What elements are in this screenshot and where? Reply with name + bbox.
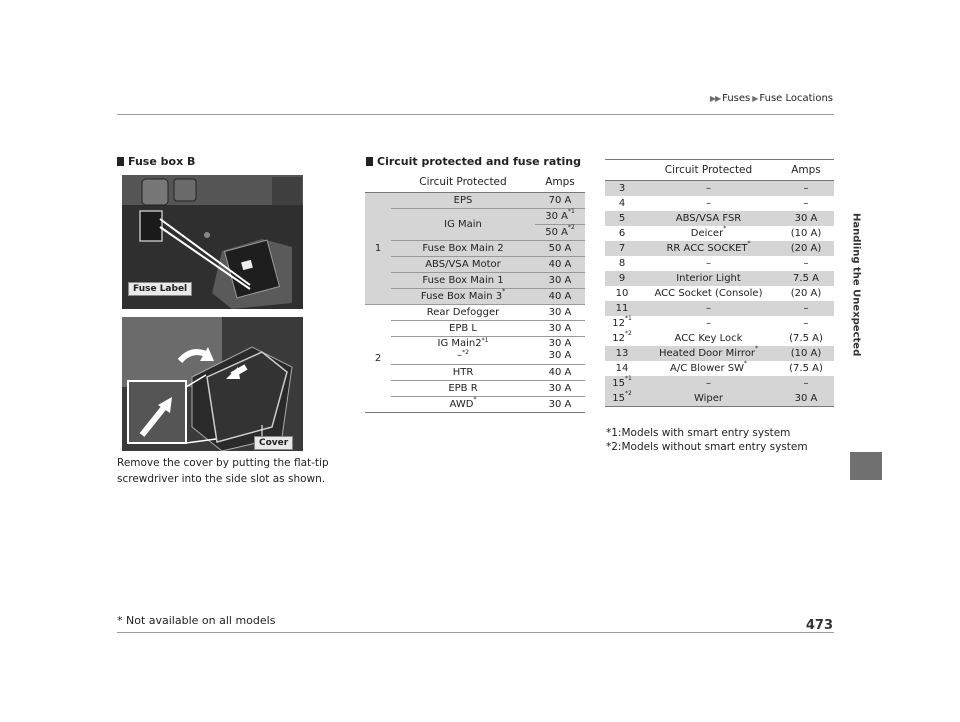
header-blank — [365, 172, 391, 193]
circuit-section-title: Circuit protected and fuse rating — [366, 155, 581, 168]
header-rule — [117, 114, 834, 115]
cover-photo — [122, 317, 303, 451]
circuit-cell: AWD* — [391, 397, 535, 413]
circuit-cell: A/C Blower SW* — [670, 360, 747, 374]
circuit-cell: ABS/VSA FSR — [675, 213, 742, 224]
amps-cell: (20 A) — [790, 288, 822, 299]
group-number: 1 — [365, 193, 391, 305]
amps-cell: 50 $A^{*2}$ — [535, 225, 585, 241]
fuse-number: 12$^{*2}$ — [612, 330, 632, 344]
amps-cell: 50 A — [535, 241, 585, 257]
amps-cell: – — [803, 198, 809, 209]
arrow-right-icon: ▶▶ — [709, 94, 721, 103]
table-row — [605, 286, 834, 301]
amps-cell: – — [803, 318, 809, 329]
table-row — [605, 346, 834, 361]
circuit-cell: – — [706, 258, 711, 269]
amps-cell: 30 A — [778, 391, 834, 407]
circuit-cell: – — [706, 318, 711, 329]
fuse-box-photo — [122, 175, 303, 309]
amps-cell: 30 A — [535, 273, 585, 289]
amps-cell: (20 A) — [790, 243, 822, 254]
note-2: *2:Models without smart entry system — [606, 441, 808, 453]
table-row — [605, 226, 834, 241]
table-row — [605, 256, 834, 271]
amps-cell: (10 A) — [790, 228, 822, 239]
breadcrumb — [710, 93, 833, 104]
table-row — [605, 301, 834, 316]
circuit-cell: Heated Door Mirror* — [658, 345, 759, 359]
fuse-number: 10 — [615, 288, 629, 299]
fuse-number: 9 — [618, 273, 626, 284]
amps-cell: 40 A — [535, 365, 585, 381]
table-row — [365, 289, 585, 305]
circuit-cell: – — [706, 198, 711, 209]
table-header-row — [365, 172, 585, 193]
fuse-table-2 — [605, 159, 834, 407]
fuse-number: 11 — [615, 303, 629, 314]
table-row — [605, 361, 834, 376]
table-row — [365, 321, 585, 337]
table-row — [365, 273, 585, 289]
fuse-number: 6 — [618, 228, 626, 239]
amps-cell: 30 $A^{*1}$ — [535, 209, 585, 225]
side-tab-label: Handling the Unexpected — [850, 213, 862, 357]
amps-cell: 30 A 30 A — [535, 337, 585, 365]
instruction-caption: Remove the cover by putting the flat-tip screwdriver into the side slot as shown. — [117, 457, 329, 485]
availability-footnote: * Not available on all models — [117, 614, 276, 627]
fuse-number: 3 — [618, 183, 626, 194]
circuit-cell: Fuse Box Main 3* — [391, 289, 535, 305]
circuit-cell: – — [706, 378, 711, 389]
table-row — [605, 376, 834, 391]
table-row — [605, 331, 834, 346]
header-blank — [605, 160, 639, 181]
amps-cell: 30 A — [794, 213, 818, 224]
table-row — [365, 397, 585, 413]
amps-cell: 7.5 A — [793, 273, 819, 284]
fuse-number: 8 — [618, 258, 626, 269]
fuse-number: 12$^{*1}$ — [612, 315, 632, 329]
page-number: 473 — [805, 618, 833, 633]
table-notes — [606, 426, 808, 454]
table-row — [365, 381, 585, 397]
amps-cell: 40 A — [535, 289, 585, 305]
breadcrumb-fuses[interactable]: Fuses — [722, 93, 751, 104]
fuse-number: 14 — [615, 363, 629, 374]
table-row — [365, 365, 585, 381]
footer-rule — [117, 632, 834, 633]
amps-cell: – — [803, 378, 809, 389]
table-row — [605, 271, 834, 286]
table-row — [365, 257, 585, 273]
circuit-cell: IG Main — [391, 209, 535, 241]
circuit-cell: ABS/VSA Motor — [391, 257, 535, 273]
amps-cell: 30 A — [535, 305, 585, 321]
table-row — [605, 211, 834, 226]
header-circuit: Circuit Protected — [639, 160, 778, 181]
table-row — [365, 209, 585, 225]
circuit-cell: IG Main2$^{*1}$ –$^{*2}$ — [391, 337, 535, 365]
table-row — [365, 337, 585, 365]
table-row — [605, 241, 834, 256]
breadcrumb-fuse-locations[interactable]: Fuse Locations — [759, 93, 833, 104]
table-row — [365, 305, 585, 321]
square-bullet-icon — [366, 157, 373, 166]
fuse-label-callout: Fuse Label — [128, 282, 192, 296]
circuit-cell: RR ACC SOCKET* — [666, 240, 751, 254]
amps-cell: – — [803, 258, 809, 269]
arrow-right-icon: ▶ — [752, 94, 758, 103]
header-amps: Amps — [778, 160, 834, 181]
circuit-cell: Interior Light — [676, 273, 741, 284]
group-number: 2 — [365, 305, 391, 413]
cover-callout: Cover — [254, 436, 293, 450]
table-row — [605, 316, 834, 331]
amps-cell: 30 A — [535, 321, 585, 337]
table-row — [605, 181, 834, 197]
fuse-number: 5 — [618, 213, 626, 224]
circuit-cell: – — [706, 183, 711, 194]
circuit-cell: Wiper — [639, 391, 778, 407]
circuit-cell: Rear Defogger — [391, 305, 535, 321]
amps-cell: (7.5 A) — [789, 333, 823, 344]
circuit-cell: EPB L — [391, 321, 535, 337]
circuit-cell: ACC Key Lock — [674, 333, 743, 344]
amps-cell: 30 A — [535, 381, 585, 397]
circuit-cell: – — [706, 303, 711, 314]
square-bullet-icon — [117, 157, 124, 166]
header-circuit: Circuit Protected — [391, 172, 535, 193]
fuse-number: 15$^{*1}$ — [612, 375, 632, 389]
table-row — [365, 241, 585, 257]
circuit-cell: HTR — [391, 365, 535, 381]
fuse-number: 7 — [618, 243, 626, 254]
circuit-cell: EPS — [391, 193, 535, 209]
amps-cell: (7.5 A) — [789, 363, 823, 374]
circuit-cell: ACC Socket (Console) — [654, 288, 763, 299]
amps-cell: (10 A) — [790, 348, 822, 359]
header-amps: Amps — [535, 172, 585, 193]
amps-cell: 30 A — [535, 397, 585, 413]
circuit-cell: EPB R — [391, 381, 535, 397]
amps-cell: 70 A — [535, 193, 585, 209]
fuse-number: 4 — [618, 198, 626, 209]
circuit-cell: Fuse Box Main 1 — [391, 273, 535, 289]
amps-cell: – — [803, 303, 809, 314]
fuse-box-title: Fuse box B — [117, 155, 195, 168]
table-row — [365, 193, 585, 209]
fuse-number: 13 — [615, 348, 629, 359]
fuse-table-1 — [365, 172, 585, 413]
fuse-number: 15$^{*2}$ — [605, 391, 639, 407]
side-tab-marker — [850, 452, 882, 480]
note-1: *1:Models with smart entry system — [606, 427, 791, 439]
circuit-cell: Fuse Box Main 2 — [391, 241, 535, 257]
circuit-cell: Deicer* — [690, 225, 727, 239]
table-row — [605, 196, 834, 211]
table-row — [605, 391, 834, 407]
amps-cell: – — [803, 183, 809, 194]
amps-cell: 40 A — [535, 257, 585, 273]
table-header-row — [605, 160, 834, 181]
cover-removal-illustration — [122, 317, 303, 451]
